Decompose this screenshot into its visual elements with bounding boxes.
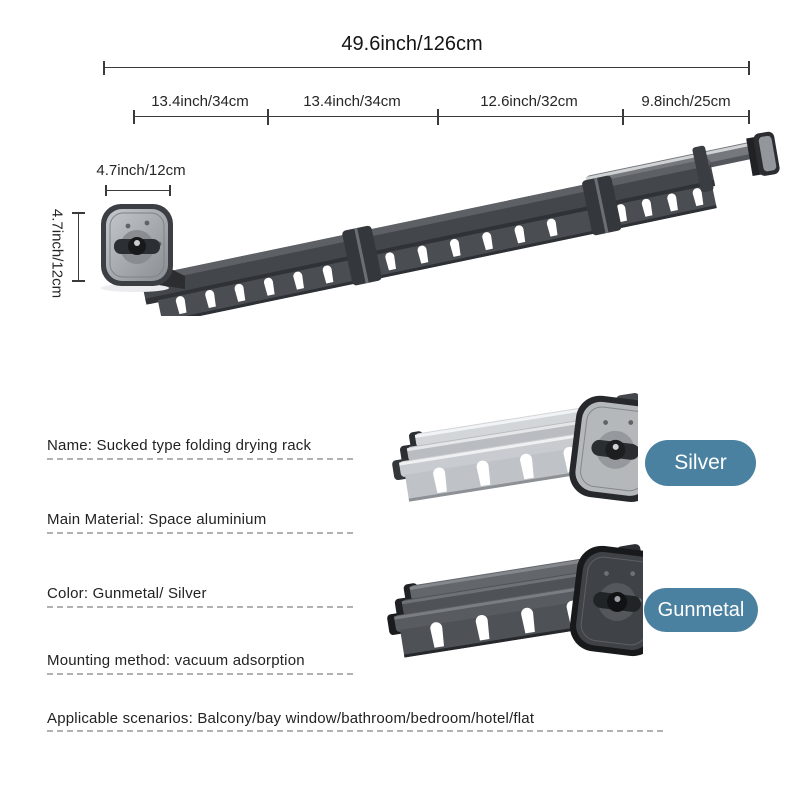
segment-4-label: 9.8inch/25cm <box>641 93 731 110</box>
variant-photo-silver <box>383 385 638 525</box>
segment-3-label: 12.6inch/32cm <box>480 93 578 110</box>
spec-divider <box>47 532 353 534</box>
segment-dimension-line <box>133 116 750 117</box>
total-dimension-tick-left <box>103 61 105 75</box>
spec-divider <box>47 673 353 675</box>
segment-tick-3 <box>437 109 439 125</box>
variant-photo-gunmetal <box>378 533 643 688</box>
drying-rack-extended-graphic <box>85 126 785 316</box>
variant-badge-gunmetal <box>644 588 758 632</box>
mount-height-line <box>78 212 79 281</box>
mount-width-label: 4.7inch/12cm <box>96 162 186 179</box>
segment-tick-1 <box>133 110 135 124</box>
mount-height-label: 4.7inch/12cm <box>48 208 66 299</box>
spec-applicable-scenarios: Applicable scenarios: Balcony/bay window/bathroom/bedroom/hotel/flat <box>47 710 535 727</box>
mount-height-tick-top <box>72 212 85 214</box>
variant-badge-silver-label: Silver <box>674 451 727 474</box>
variant-badge-gunmetal-label: Gunmetal <box>657 598 745 621</box>
total-dimension-tick-right <box>748 61 750 75</box>
mount-height-tick-bottom <box>72 280 85 282</box>
spec-color: Color: Gunmetal/ Silver <box>47 585 207 602</box>
variant-badge-silver <box>645 440 756 486</box>
segment-tick-4 <box>622 109 624 125</box>
spec-name: Name: Sucked type folding drying rack <box>47 437 312 454</box>
spec-divider <box>47 730 663 732</box>
total-dimension-line <box>103 67 750 68</box>
spec-divider <box>47 458 353 460</box>
spec-mounting-method: Mounting method: vacuum adsorption <box>47 652 305 669</box>
spec-divider <box>47 606 353 608</box>
segment-2-label: 13.4inch/34cm <box>303 93 401 110</box>
spec-material: Main Material: Space aluminium <box>47 511 267 528</box>
segment-tick-2 <box>267 109 269 125</box>
segment-tick-5 <box>748 110 750 124</box>
total-length-label: 49.6inch/126cm <box>341 33 483 55</box>
segment-1-label: 13.4inch/34cm <box>151 93 249 110</box>
